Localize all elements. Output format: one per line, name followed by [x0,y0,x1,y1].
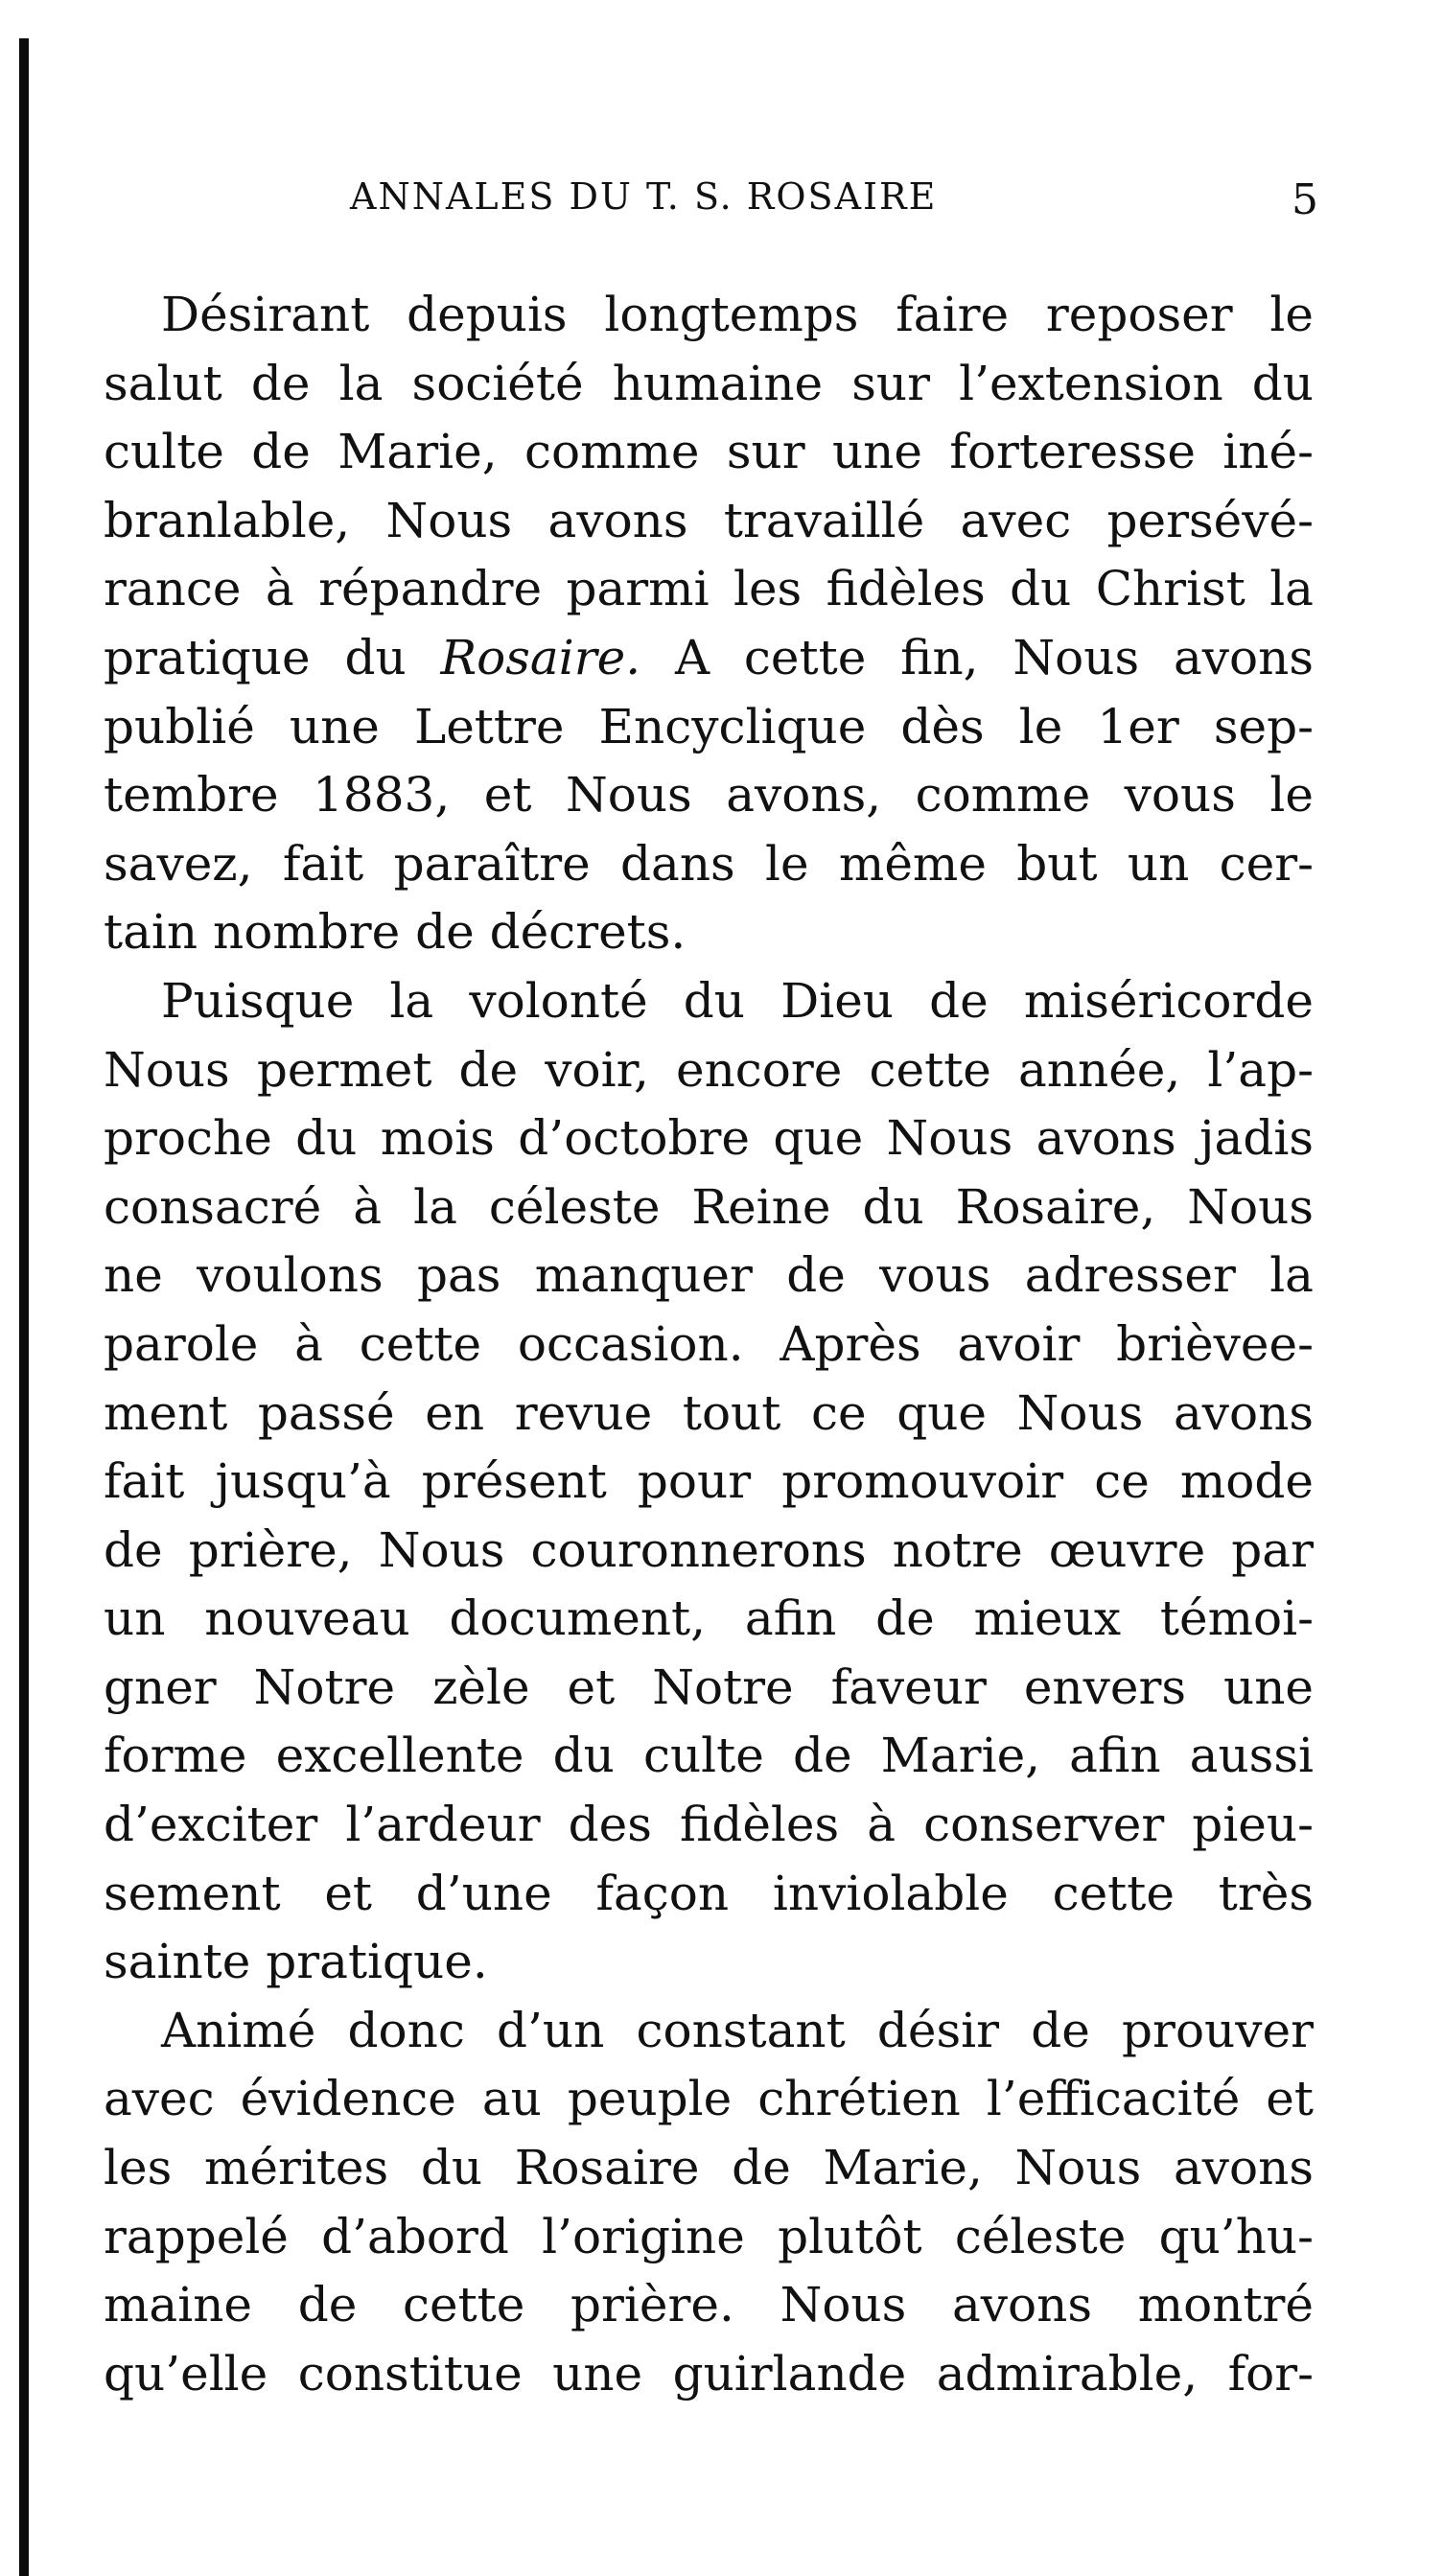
paragraph [104,281,1314,967]
running-header [101,175,1318,233]
text-line: consacré à la céleste Reine du Rosaire, Nous [104,1178,1314,1235]
text-line: forme excellente du culte de Marie, afin aussi [104,1728,1314,1784]
text-line: qu’elle constitue une guirlande admirable, for- [104,2345,1314,2402]
text-line: maine de cette prière. Nous avons montré [104,2277,1314,2333]
text-line: ment passé en revue tout ce que Nous avons [104,1384,1314,1441]
text-line: rance à répandre parmi les fidèles du Christ la [104,561,1314,617]
text-line: un nouveau document, afin de mieux témoi- [104,1590,1314,1647]
text-line: Désirant depuis longtemps faire reposer le [161,287,1314,342]
text-line: parole à cette occasion. Après avoir brièvee- [104,1315,1314,1372]
text-line: les mérites du Rosaire de Marie, Nous avons [104,2140,1314,2196]
text-segment: A cette fin, Nous avons [640,629,1314,685]
text-line: sement et d’une façon inviolable cette très [104,1865,1314,1921]
text-line: Animé donc d’un constant désir de prouver [161,2002,1314,2058]
paragraph [104,1997,1314,2409]
text-line: salut de la société humaine sur l’extension du [104,355,1314,411]
text-line: fait jusqu’à présent pour promouvoir ce mode [104,1453,1314,1510]
text-line: Puisque la volonté du Dieu de miséricorde [161,972,1314,1029]
paragraph [104,967,1314,1997]
text-line [104,624,1314,693]
italic-word: Rosaire. [440,629,641,685]
text-line: tain nombre de décrets. [104,904,687,961]
text-line: d’exciter l’ardeur des fidèles à conserver pieu- [104,1797,1314,1853]
text-line: ne voulons pas manquer de vous adresser la [104,1247,1314,1304]
text-line: rappelé d’abord l’origine plutôt céleste qu’hu- [104,2208,1314,2264]
text-line: proche du mois d’octobre que Nous avons jadis [104,1110,1314,1167]
page-number: 5 [1292,175,1318,224]
text-line: de prière, Nous couronnerons notre œuvre par [104,1521,1314,1578]
text-line: Nous permet de voir, encore cette année, l’ap- [104,1041,1314,1098]
text-line: publié une Lettre Encyclique dès le 1er sep- [104,698,1314,754]
text-line: branlable, Nous avons travaillé avec persévé- [104,492,1314,548]
text-line: avec évidence au peuple chrétien l’efficacité et [104,2071,1314,2127]
running-title: ANNALES DU T. S. ROSAIRE [350,175,938,218]
binding-edge [19,38,29,2576]
text-line: culte de Marie, comme sur une forteresse iné- [104,424,1314,480]
page-body [104,281,1314,2408]
text-line: sainte pratique. [104,1934,488,1990]
text-line: tembre 1883, et Nous avons, comme vous le [104,767,1314,824]
text-line: savez, fait paraître dans le même but un cer- [104,835,1314,892]
text-segment: pratique du [104,629,441,685]
text-line: gner Notre zèle et Notre faveur envers une [104,1659,1314,1715]
